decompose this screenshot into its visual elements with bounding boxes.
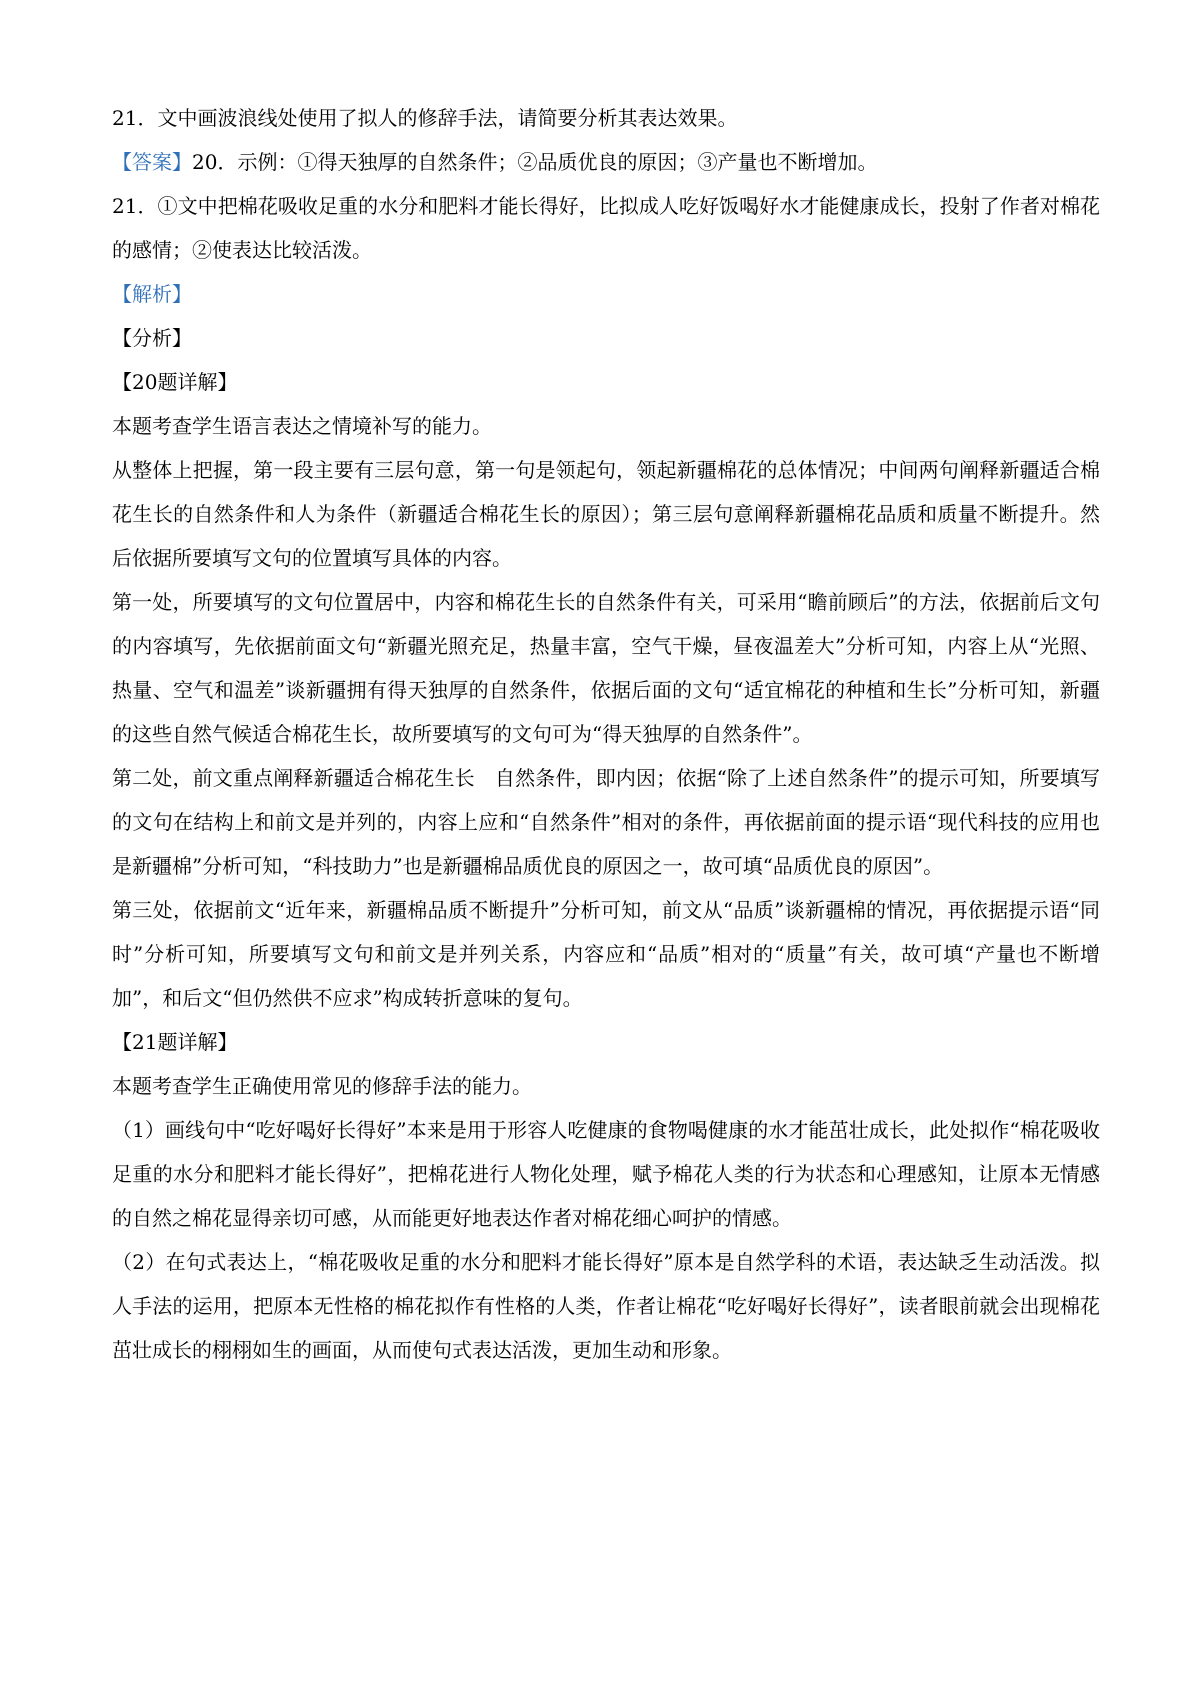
q20-paragraph-1: 本题考查学生语言表达之情境补写的能力。 xyxy=(112,414,492,438)
q21-paragraph-3: （2）在句式表达上，“棉花吸收足重的水分和肥料才能长得好”原本是自然学科的术语，表达缺乏生动活泼。拟人手法的运用，把原本无性格的棉花拟作有性格的人类，作者让棉花“吃好喝好长得好”，读者眼前就会出现棉花茁壮成长的栩栩如生的画面，从而使句式表达活泼，更加生动和形象。 xyxy=(112,1250,1100,1362)
answer-21-text: 21．①文中把棉花吸收足重的水分和肥料才能长得好，比拟成人吃好饭喝好水才能健康成长，投射了作者对棉花的感情；②使表达比较活泼。 xyxy=(112,194,1100,262)
document-page xyxy=(112,96,1100,1372)
q20-paragraph-3: 第一处，所要填写的文句位置居中，内容和棉花生长的自然条件有关，可采用“瞻前顾后”的方法，依据前后文句的内容填写，先依据前面文句“新疆光照充足，热量丰富，空气干燥，昼夜温差大”分析可知，内容上从“光照、热量、空气和温差”谈新疆拥有得天独厚的自然条件，依据后面的文句“适宜棉花的种植和生长”分析可知，新疆的这些自然气候适合棉花生长，故所要填写的文句可为“得天独厚的自然条件”。 xyxy=(112,590,1100,746)
answer-tag: 【答案】 xyxy=(112,150,192,174)
q20-paragraph-5: 第三处，依据前文“近年来，新疆棉品质不断提升”分析可知，前文从“品质”谈新疆棉的情况，再依据提示语“同时”分析可知，所要填写文句和前文是并列关系，内容应和“品质”相对的“质量”有关，故可填“产量也不断增加”，和后文“但仍然供不应求”构成转折意味的复句。 xyxy=(112,898,1100,1010)
question-21-prompt: 21．文中画波浪线处使用了拟人的修辞手法，请简要分析其表达效果。 xyxy=(112,106,738,130)
q20-detail-heading: 【20题详解】 xyxy=(112,370,238,394)
q21-detail-heading: 【21题详解】 xyxy=(112,1030,238,1054)
answer-20-line xyxy=(112,140,1100,184)
q20-paragraph-2: 从整体上把握，第一段主要有三层句意，第一句是领起句，领起新疆棉花的总体情况；中间两句阐释新疆适合棉花生长的自然条件和人为条件（新疆适合棉花生长的原因）；第三层句意阐释新疆棉花品质和质量不断提升。然后依据所要填写文句的位置填写具体的内容。 xyxy=(112,458,1100,570)
analysis-tag: 【解析】 xyxy=(112,282,192,306)
q20-paragraph-4: 第二处，前文重点阐释新疆适合棉花生长 自然条件，即内因；依据“除了上述自然条件”的提示可知，所要填写的文句在结构上和前文是并列的，内容上应和“自然条件”相对的条件，再依据前面的提示语“现代科技的应用也是新疆棉”分析可知，“科技助力”也是新疆棉品质优良的原因之一，故可填“品质优良的原因”。 xyxy=(112,766,1100,878)
answer-20-text: 20．示例：①得天独厚的自然条件；②品质优良的原因；③产量也不断增加。 xyxy=(192,150,878,174)
q21-paragraph-1: 本题考查学生正确使用常见的修辞手法的能力。 xyxy=(112,1074,532,1098)
q21-paragraph-2: （1）画线句中“吃好喝好长得好”本来是用于形容人吃健康的食物喝健康的水才能茁壮成长，此处拟作“棉花吸收足重的水分和肥料才能长得好”，把棉花进行人物化处理，赋予棉花人类的行为状态和心理感知，让原本无情感的自然之棉花显得亲切可感，从而能更好地表达作者对棉花细心呵护的情感。 xyxy=(112,1118,1100,1230)
fenxi-tag: 【分析】 xyxy=(112,326,192,350)
